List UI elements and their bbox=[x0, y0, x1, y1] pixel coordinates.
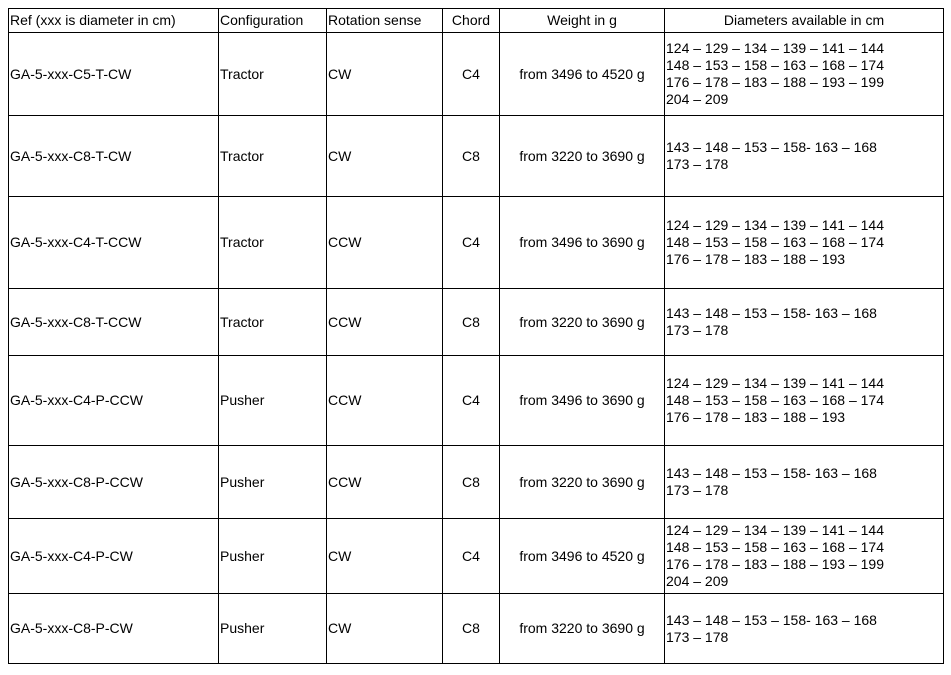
rotation-cell: CCW bbox=[327, 446, 443, 519]
configuration-cell: Tractor bbox=[219, 116, 327, 197]
configuration-cell: Pusher bbox=[219, 594, 327, 664]
rotation-cell: CW bbox=[327, 116, 443, 197]
diameters-cell: 124 – 129 – 134 – 139 – 141 – 144 148 – 153 – 158 – 163 – 168 – 174 176 – 178 – 183 – 188 – 193 – 199 204 – 209 bbox=[665, 33, 944, 116]
weight-cell: from 3496 to 3690 g bbox=[500, 197, 665, 289]
diameters-cell: 124 – 129 – 134 – 139 – 141 – 144 148 – 153 – 158 – 163 – 168 – 174 176 – 178 – 183 – 188 – 193 – 199 204 – 209 bbox=[665, 519, 944, 594]
chord-cell: C4 bbox=[443, 197, 500, 289]
diameters-cell: 124 – 129 – 134 – 139 – 141 – 144 148 – 153 – 158 – 163 – 168 – 174 176 – 178 – 183 – 188 – 193 bbox=[665, 197, 944, 289]
weight-cell: from 3496 to 4520 g bbox=[500, 33, 665, 116]
diameters-cell: 143 – 148 – 153 – 158- 163 – 168 173 – 178 bbox=[665, 446, 944, 519]
weight-cell: from 3220 to 3690 g bbox=[500, 116, 665, 197]
ref-cell: GA-5-xxx-C4-T-CCW bbox=[9, 197, 219, 289]
weight-cell: from 3496 to 4520 g bbox=[500, 519, 665, 594]
ref-cell: GA-5-xxx-C8-P-CW bbox=[9, 594, 219, 664]
chord-cell: C8 bbox=[443, 594, 500, 664]
rotation-cell: CCW bbox=[327, 197, 443, 289]
diameters-cell: 143 – 148 – 153 – 158- 163 – 168 173 – 178 bbox=[665, 594, 944, 664]
chord-cell: C8 bbox=[443, 116, 500, 197]
chord-cell: C4 bbox=[443, 519, 500, 594]
configuration-cell: Pusher bbox=[219, 446, 327, 519]
diameters-cell: 143 – 148 – 153 – 158- 163 – 168 173 – 178 bbox=[665, 289, 944, 356]
ref-cell: GA-5-xxx-C8-P-CCW bbox=[9, 446, 219, 519]
header-weight: Weight in g bbox=[500, 9, 665, 33]
diameters-cell: 124 – 129 – 134 – 139 – 141 – 144 148 – 153 – 158 – 163 – 168 – 174 176 – 178 – 183 – 188 – 193 bbox=[665, 356, 944, 446]
rotation-cell: CCW bbox=[327, 356, 443, 446]
configuration-cell: Tractor bbox=[219, 33, 327, 116]
weight-cell: from 3496 to 3690 g bbox=[500, 356, 665, 446]
configuration-cell: Tractor bbox=[219, 197, 327, 289]
header-rotation-sense: Rotation sense bbox=[327, 9, 443, 33]
ref-cell: GA-5-xxx-C8-T-CCW bbox=[9, 289, 219, 356]
table-row bbox=[9, 289, 944, 356]
table-row bbox=[9, 594, 944, 664]
configuration-cell: Tractor bbox=[219, 289, 327, 356]
table-row bbox=[9, 519, 944, 594]
propeller-spec-table bbox=[8, 8, 944, 664]
configuration-cell: Pusher bbox=[219, 519, 327, 594]
diameters-cell: 143 – 148 – 153 – 158- 163 – 168 173 – 178 bbox=[665, 116, 944, 197]
ref-cell: GA-5-xxx-C8-T-CW bbox=[9, 116, 219, 197]
ref-cell: GA-5-xxx-C5-T-CW bbox=[9, 33, 219, 116]
chord-cell: C8 bbox=[443, 446, 500, 519]
table-row bbox=[9, 197, 944, 289]
rotation-cell: CW bbox=[327, 594, 443, 664]
header-diameters: Diameters available in cm bbox=[665, 9, 944, 33]
header-chord: Chord bbox=[443, 9, 500, 33]
rotation-cell: CCW bbox=[327, 289, 443, 356]
weight-cell: from 3220 to 3690 g bbox=[500, 289, 665, 356]
header-row bbox=[9, 9, 944, 33]
chord-cell: C8 bbox=[443, 289, 500, 356]
weight-cell: from 3220 to 3690 g bbox=[500, 594, 665, 664]
chord-cell: C4 bbox=[443, 33, 500, 116]
ref-cell: GA-5-xxx-C4-P-CCW bbox=[9, 356, 219, 446]
chord-cell: C4 bbox=[443, 356, 500, 446]
table-row bbox=[9, 33, 944, 116]
table-row bbox=[9, 116, 944, 197]
configuration-cell: Pusher bbox=[219, 356, 327, 446]
table-row bbox=[9, 446, 944, 519]
ref-cell: GA-5-xxx-C4-P-CW bbox=[9, 519, 219, 594]
rotation-cell: CW bbox=[327, 519, 443, 594]
header-configuration: Configuration bbox=[219, 9, 327, 33]
weight-cell: from 3220 to 3690 g bbox=[500, 446, 665, 519]
table-row bbox=[9, 356, 944, 446]
header-ref: Ref (xxx is diameter in cm) bbox=[9, 9, 219, 33]
rotation-cell: CW bbox=[327, 33, 443, 116]
